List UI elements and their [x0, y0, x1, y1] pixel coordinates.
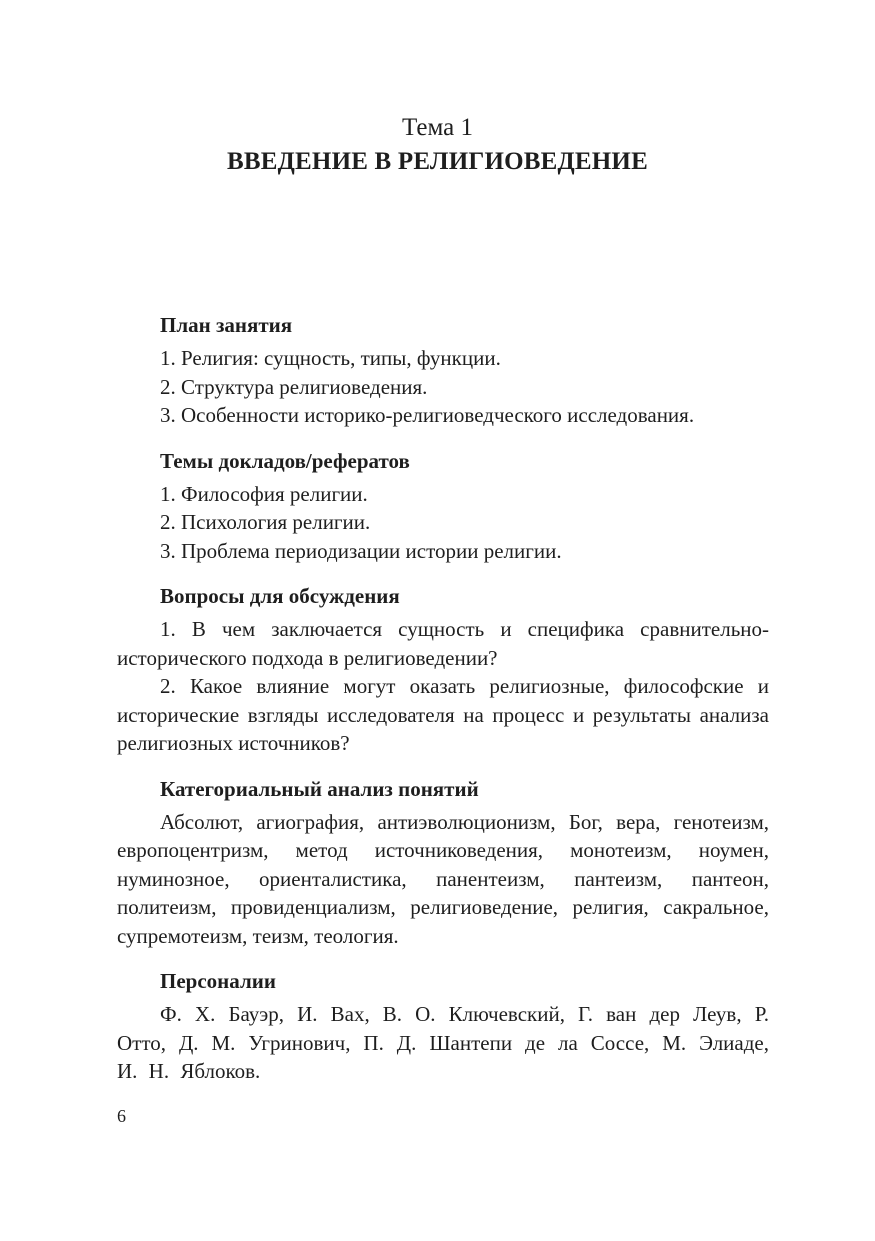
plan-item: 3. Особенности историко-религиоведческого исследования.	[160, 403, 695, 427]
personalia-text: Ф. Х. Бауэр, И. Вах, В. О. Ключевский, Г. ван дер Леув, Р. Отто, Д. М. Угринович, П. Д. Шантепи де ла Соссе, М. Элиаде, И. Н. Яблоков.	[117, 1002, 769, 1083]
topic-number: Тема 1	[402, 114, 473, 141]
report-item: 1. Философия религии.	[160, 481, 368, 506]
section-heading-personalia: Персоналии	[160, 969, 276, 993]
report-item: 2. Психология религии.	[160, 510, 371, 534]
report-item: 3. Проблема периодизации истории религии.	[160, 538, 562, 563]
page-body	[117, 310, 769, 1102]
section-heading-reports: Темы докладов/рефератов	[160, 448, 410, 473]
section-plan	[117, 310, 769, 430]
plan-item: 1. Религия: сущность, типы, функции.	[160, 346, 501, 370]
section-heading-plan: План занятия	[160, 313, 293, 337]
section-reports	[117, 446, 769, 566]
section-heading-concepts: Категориальный анализ понятий	[160, 776, 479, 801]
plan-item: 2. Структура религиоведения.	[160, 374, 428, 399]
question-item: 1. В чем заключается сущность и специфика сравнительно-исторического подхода в религиоведении?	[117, 617, 769, 670]
page-number: 6	[117, 1106, 126, 1126]
section-personalia	[117, 966, 769, 1086]
topic-title: ВВЕДЕНИЕ В РЕЛИГИОВЕДЕНИЕ	[227, 148, 648, 175]
section-heading-questions: Вопросы для обсуждения	[160, 584, 400, 608]
concepts-text: Абсолют, агиография, антиэволюционизм, Бог, вера, генотеизм, европоцентризм, метод источниковедения, монотеизм, ноумен, нуминозное, ориенталистика, панентеизм, пантеизм, пантеон, политеизм, провиденциализм, религиоведение, религия, сакральное, супремотеизм, теизм, теология.	[117, 809, 769, 948]
section-questions	[117, 581, 769, 758]
section-concepts	[117, 774, 769, 951]
question-item: 2. Какое влияние могут оказать религиозные, философские и исторические взгляды исследователя на процесс и результаты анализа религиозных источников?	[117, 674, 769, 755]
